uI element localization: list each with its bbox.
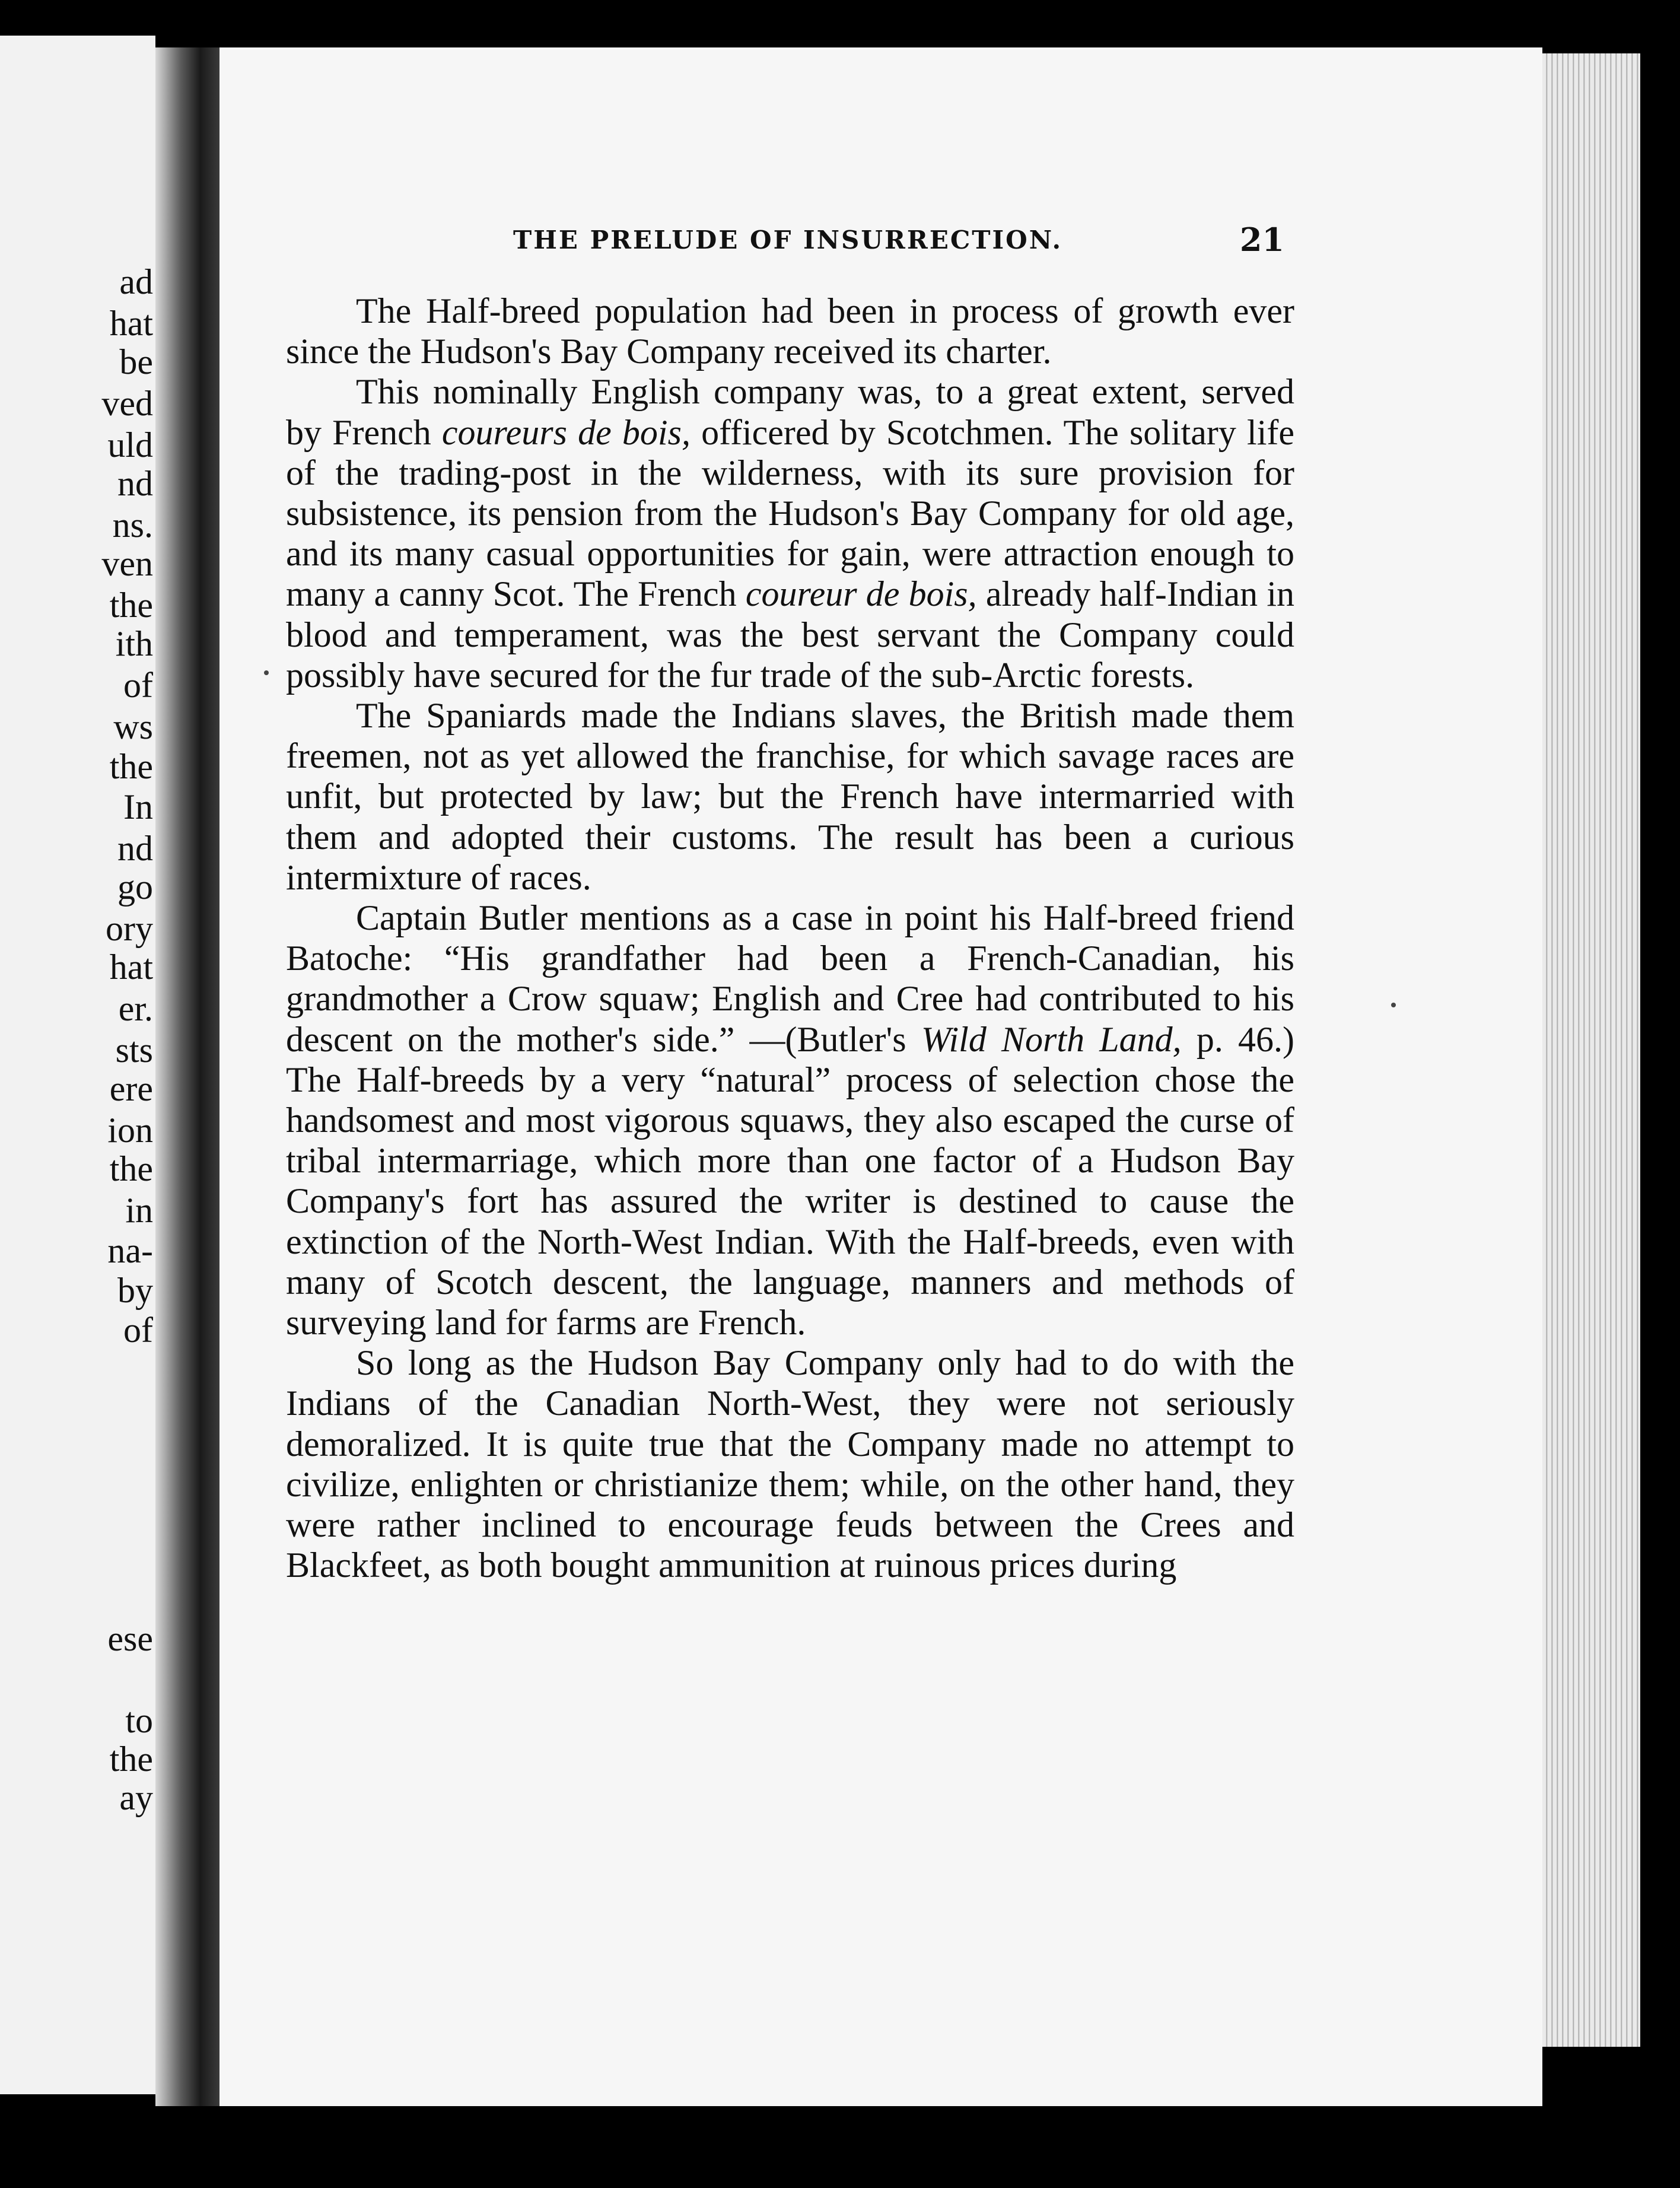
left-page-fragment: ns. bbox=[112, 505, 153, 545]
left-page-fragment: ese bbox=[107, 1619, 153, 1658]
ink-speck bbox=[1391, 1003, 1396, 1007]
left-page-fragment: hat bbox=[109, 947, 153, 987]
text-run: This nominally English company was, to a great extent, served by French bbox=[286, 372, 1294, 452]
left-page-fragment: go bbox=[117, 867, 153, 907]
left-page-fragment: in bbox=[125, 1191, 153, 1230]
body-text bbox=[286, 291, 1294, 1586]
italic-run: Wild North Land, bbox=[921, 1019, 1182, 1059]
left-page-fragment: hat bbox=[109, 304, 153, 343]
left-page-fragment: ion bbox=[107, 1111, 153, 1150]
text-run: already half-Indian in blood and temperament, was the best servant the Company could possibly have secured for the fur trade of the sub-Arctic forests. bbox=[286, 574, 1294, 695]
left-page-fragment: by bbox=[117, 1271, 153, 1310]
page-fore-edge bbox=[1542, 53, 1640, 2047]
left-page-fragment: the bbox=[109, 747, 153, 786]
text-run: So long as the Hudson Bay Company only had to do with the Indians of the Canadian North-West, they were not seriously demoralized. It is quite true that the Company made no attempt to civilize, enlighten or christianize them; while, on the other hand, they were rather inclined to encourage feuds between the Crees and Blackfeet, as both bought ammunition at ruinous prices during bbox=[286, 1343, 1294, 1585]
left-page-fragment: ere bbox=[109, 1069, 153, 1108]
left-page-fragment: ad bbox=[119, 262, 153, 301]
left-page-fragment: to bbox=[125, 1701, 153, 1740]
left-page-fragment: na- bbox=[107, 1231, 153, 1270]
book-gutter bbox=[155, 47, 219, 2106]
left-page-fragment: of bbox=[123, 1311, 153, 1350]
text-run: The Spaniards made the Indians slaves, the British made them freemen, not as yet allowed the franchise, for which savage races are unfit, but protected by law; but the French have intermarried with them and adopted their customs. The result has been a curious intermixture of races. bbox=[286, 696, 1294, 897]
left-page-fragment: ved bbox=[101, 384, 153, 423]
left-page-fragment: er. bbox=[118, 989, 153, 1028]
text-run: The Half-breed population had been in process of growth ever since the Hudson's Bay Company received its charter. bbox=[286, 291, 1294, 371]
left-page-edge bbox=[0, 36, 155, 2094]
left-page-fragment: the bbox=[109, 586, 153, 625]
italic-run: coureur de bois, bbox=[745, 574, 977, 614]
paragraph bbox=[286, 1343, 1294, 1585]
running-head-title: THE PRELUDE OF INSURRECTION. bbox=[513, 225, 1063, 255]
paragraph bbox=[286, 695, 1294, 898]
left-page-fragment: nd bbox=[117, 829, 153, 868]
left-page-fragment: ory bbox=[106, 909, 153, 948]
left-page-fragment: ws bbox=[113, 707, 153, 746]
paragraph bbox=[286, 291, 1294, 371]
left-page-fragment: the bbox=[109, 1149, 153, 1188]
left-page-fragment: the bbox=[109, 1739, 153, 1779]
left-page-fragment: ith bbox=[115, 624, 153, 663]
left-page-fragment: ven bbox=[101, 544, 153, 583]
left-page-fragment: In bbox=[123, 787, 153, 826]
left-page-fragment: nd bbox=[117, 464, 153, 503]
text-run: Captain Butler mentions as a case in point his Half-breed friend Batoche: “His grandfather had been a French-Canadian, his grandmother a Crow squaw; English and Cree had contributed to his descent on the mother's side.” —(Butler's bbox=[286, 898, 1294, 1059]
paragraph bbox=[286, 898, 1294, 1343]
text-run: officered by Scotchmen. The solitary life of the trading-post in the wilderness, with its sure provision for subsistence, its pension from the Hudson's Bay Company for old age, and its many casual opportunities for gain, were attraction enough to many a canny Scot. The French bbox=[286, 412, 1295, 614]
left-page-fragment: sts bbox=[115, 1031, 153, 1070]
page-number: 21 bbox=[1239, 221, 1284, 259]
ink-speck bbox=[264, 670, 269, 675]
running-head bbox=[513, 221, 1284, 261]
left-page-fragment: ay bbox=[119, 1778, 153, 1817]
left-page-fragment: uld bbox=[107, 425, 153, 465]
italic-run: coureurs de bois, bbox=[441, 412, 691, 452]
left-page-fragment: of bbox=[123, 666, 153, 705]
paragraph bbox=[286, 371, 1294, 695]
text-run: p. 46.) The Half-breeds by a very “natural” process of selection chose the handsomest and most vigorous squaws, they also escaped the curse of tribal intermarriage, which more than one factor of a Hudson Bay Company's fort has assured the writer is destined to cause the extinction of the North-West Indian. With the Half-breeds, even with many of Scotch descent, the language, manners and methods of surveying land for farms are French. bbox=[286, 1019, 1294, 1343]
left-page-fragment: be bbox=[119, 342, 153, 381]
